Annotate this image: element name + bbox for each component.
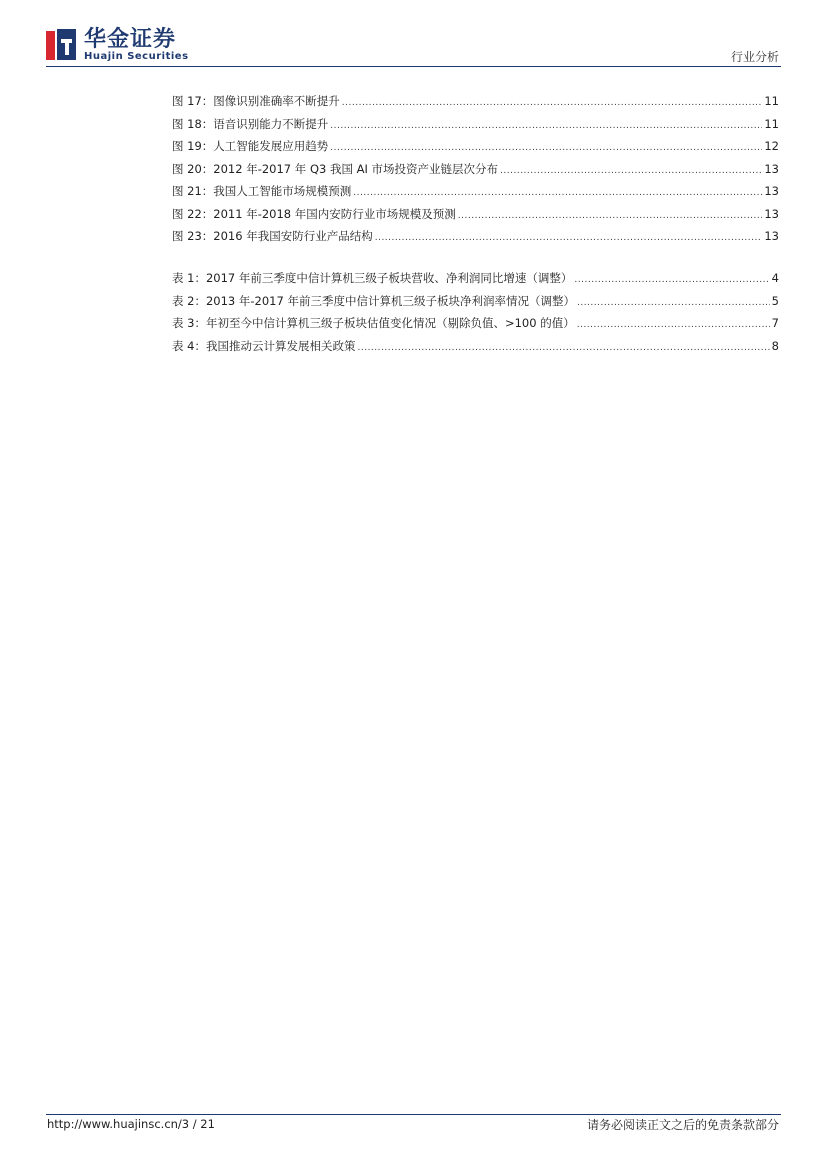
toc-entry-label: 表 2：2013 年-2017 年前三季度中信计算机三级子板块净利润率情况（调整） <box>172 293 575 308</box>
toc-entry-label: 图 23：2016 年我国安防行业产品结构 <box>172 229 373 243</box>
toc-entry-figure-20[interactable] <box>172 161 779 184</box>
toc-entry-page: 11 <box>764 116 779 131</box>
toc-entry-page: 8 <box>771 338 779 353</box>
toc-entry-page: 11 <box>764 94 779 108</box>
toc-entry-table-1[interactable] <box>172 270 779 293</box>
toc-dot-leader <box>574 275 769 285</box>
toc-dot-leader <box>353 188 762 198</box>
toc-entry-page: 13 <box>764 229 779 243</box>
toc-dot-leader <box>330 143 762 153</box>
footer-url-page[interactable]: http://www.huajinsc.cn/3 / 21 <box>47 1117 215 1131</box>
toc-entry-label: 图 18：语音识别能力不断提升 <box>172 116 329 131</box>
logo-chinese-name: 华金证券 <box>84 27 177 52</box>
toc-entry-page: 4 <box>771 271 779 285</box>
toc-entry-page: 5 <box>771 293 779 308</box>
toc-dot-leader <box>342 98 763 108</box>
toc-entry-figure-19[interactable] <box>172 138 779 161</box>
table-index <box>172 270 779 360</box>
footer-divider <box>46 1114 781 1115</box>
toc-entry-table-2[interactable] <box>172 293 779 316</box>
toc-entry-figure-22[interactable] <box>172 206 779 229</box>
logo-english-name: Huajin Securities <box>84 51 189 62</box>
toc-dot-leader <box>330 121 762 131</box>
toc-entry-label: 表 1：2017 年前三季度中信计算机三级子板块营收、净利润同比增速（调整） <box>172 271 573 285</box>
toc-entry-label: 图 19：人工智能发展应用趋势 <box>172 139 329 153</box>
toc-dot-leader <box>577 298 770 308</box>
toc-entry-label: 表 4：我国推动云计算发展相关政策 <box>172 338 356 353</box>
toc-dot-leader <box>458 211 763 221</box>
page-header <box>0 0 827 72</box>
header-divider <box>46 66 781 67</box>
toc-entry-page: 13 <box>764 206 779 221</box>
toc-entry-label: 图 17：图像识别准确率不断提升 <box>172 94 340 108</box>
toc-entry-label: 图 22：2011 年-2018 年国内安防行业市场规模及预测 <box>172 206 456 221</box>
toc-entry-label: 图 21：我国人工智能市场规模预测 <box>172 184 352 198</box>
toc-entry-figure-23[interactable] <box>172 228 779 251</box>
toc-dot-leader <box>375 233 763 243</box>
huajin-logo-icon <box>46 29 76 60</box>
section-title: 行业分析 <box>730 50 779 64</box>
toc-entry-page: 13 <box>764 184 779 198</box>
footer-disclaimer: 请务必阅读正文之后的免责条款部分 <box>586 1118 779 1132</box>
toc-entry-figure-17[interactable] <box>172 93 779 116</box>
toc-entry-figure-21[interactable] <box>172 183 779 206</box>
toc-dot-leader <box>577 320 770 330</box>
toc-entry-page: 7 <box>771 316 779 330</box>
figure-index <box>172 93 779 251</box>
toc-entry-figure-18[interactable] <box>172 116 779 139</box>
toc-entry-page: 13 <box>764 161 779 176</box>
toc-entry-table-4[interactable] <box>172 338 779 361</box>
toc-dot-leader <box>357 343 769 353</box>
toc-entry-label: 表 3：年初至今中信计算机三级子板块估值变化情况（剔除负值、>100 的值） <box>172 316 575 330</box>
toc-entry-page: 12 <box>764 139 779 153</box>
toc-dot-leader <box>500 166 762 176</box>
toc-entry-label: 图 20：2012 年-2017 年 Q3 我国 AI 市场投资产业链层次分布 <box>172 161 499 176</box>
toc-entry-table-3[interactable] <box>172 315 779 338</box>
